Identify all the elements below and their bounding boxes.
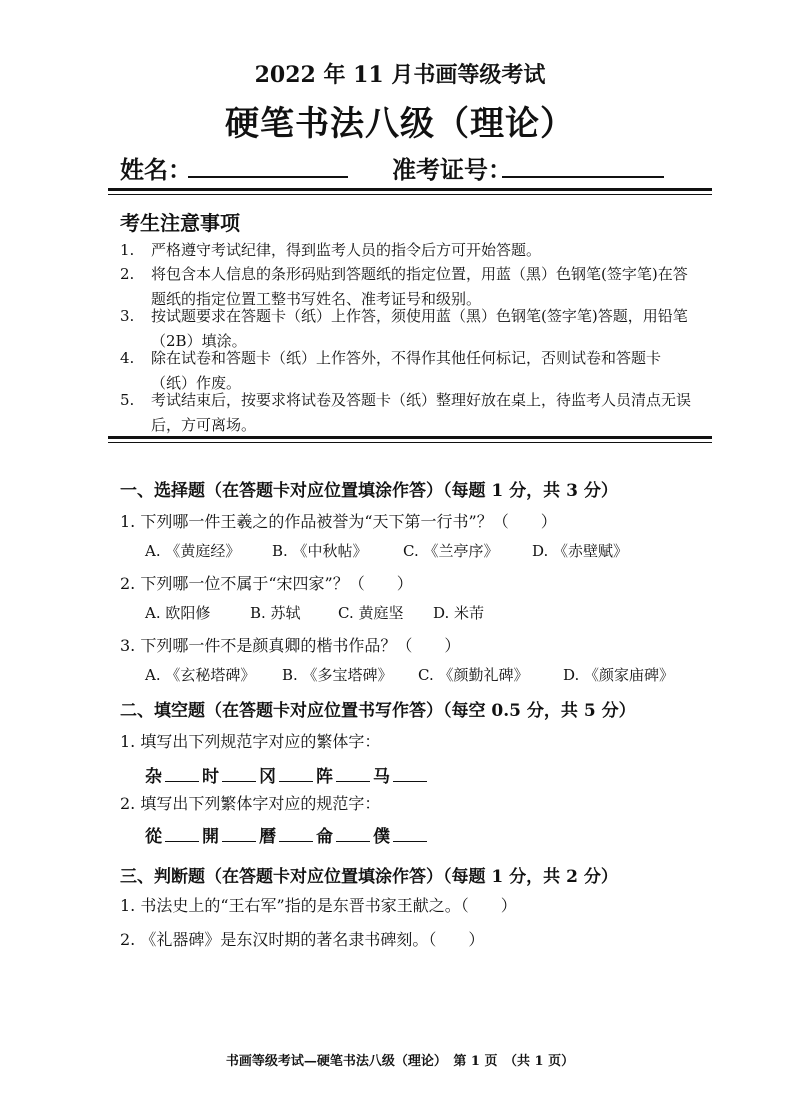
blank-field[interactable] [393, 779, 427, 782]
notice-num: 1. [120, 241, 135, 259]
blank-field[interactable] [336, 839, 370, 842]
option-a[interactable]: A. 欧阳修 [145, 604, 211, 622]
blank-field[interactable] [165, 839, 199, 842]
section-heading-judge: 三、判断题（在答题卡对应位置填涂作答）（每题 1 分，共 2 分） [120, 867, 618, 887]
blank-field[interactable] [336, 779, 370, 782]
notice-item: 严格遵守考试纪律，得到监考人员的指令后方可开始答题。 [151, 241, 542, 259]
option-d[interactable]: D. 《赤壁赋》 [532, 542, 629, 560]
divider-top [108, 188, 712, 191]
option-c[interactable]: C. 《颜勤礼碑》 [418, 666, 529, 684]
paper-title: 硬笔书法八级（理论） [225, 104, 575, 144]
char: 侖 [316, 827, 333, 847]
notice-item: 按试题要求在答题卡（纸）上作答，须使用蓝（黑）色钢笔(签字笔)答题，用铅笔（2B）填涂。 [151, 307, 688, 350]
question-stem: 2. 下列哪一位不属于“宋四家”？（ ） [120, 574, 413, 593]
question-stem: 2. 填写出下列繁体字对应的规范字： [120, 794, 381, 813]
question-stem: 1. 书法史上的“王右军”指的是东晋书家王献之。（ ） [120, 896, 517, 915]
blank-field[interactable] [279, 779, 313, 782]
question-stem: 3. 下列哪一件不是颜真卿的楷书作品？（ ） [120, 636, 461, 655]
option-b[interactable]: B. 《中秋帖》 [272, 542, 368, 560]
blank-field[interactable] [165, 779, 199, 782]
name-field[interactable] [188, 176, 348, 178]
divider-top-thin [108, 194, 712, 195]
name-label: 姓名： [120, 155, 192, 184]
question-stem: 2. 《礼器碑》是东汉时期的著名隶书碑刻。（ ） [120, 930, 485, 949]
divider-bottom [108, 436, 712, 439]
fill-row-traditional [145, 822, 430, 847]
section-heading-fill: 二、填空题（在答题卡对应位置书写作答）（每空 0.5 分，共 5 分） [120, 701, 636, 721]
notice-num: 3. [120, 307, 135, 325]
notice-item: 将包含本人信息的条形码贴到答题纸的指定位置，用蓝（黑）色钢笔(签字笔)在答题纸的指定位置工整书写姓名、准考证号和级别。 [151, 265, 688, 308]
option-c[interactable]: C. 《兰亭序》 [403, 542, 499, 560]
char: 冈 [259, 767, 276, 787]
char: 僕 [373, 827, 390, 847]
option-b[interactable]: B. 《多宝塔碑》 [282, 666, 393, 684]
divider-bottom-thin [108, 442, 712, 443]
char: 從 [145, 827, 162, 847]
notice-item: 除在试卷和答题卡（纸）上作答外，不得作其他任何标记，否则试卷和答题卡（纸）作废。 [151, 349, 662, 392]
notice-num: 5. [120, 391, 135, 409]
char: 開 [202, 827, 219, 847]
page-footer: 书画等级考试—硬笔书法八级（理论） 第 1 页 （共 1 页） [225, 1054, 575, 1069]
option-d[interactable]: D. 米芾 [433, 604, 485, 622]
notice-title: 考生注意事项 [120, 211, 240, 235]
option-d[interactable]: D. 《颜家庙碑》 [563, 666, 675, 684]
blank-field[interactable] [222, 839, 256, 842]
question-stem: 1. 下列哪一件王羲之的作品被誉为“天下第一行书”？（ ） [120, 512, 557, 531]
option-a[interactable]: A. 《玄秘塔碑》 [145, 666, 256, 684]
notice-num: 2. [120, 265, 135, 283]
exam-title: 2022 年 11 月书画等级考试 [254, 62, 546, 88]
blank-field[interactable] [279, 839, 313, 842]
ticket-label: 准考证号： [392, 155, 512, 184]
section-heading-choice: 一、选择题（在答题卡对应位置填涂作答）（每题 1 分，共 3 分） [120, 481, 618, 501]
char: 阵 [316, 767, 333, 787]
ticket-number-field[interactable] [502, 176, 664, 178]
char: 时 [202, 767, 219, 787]
notice-item: 考试结束后，按要求将试卷及答题卡（纸）整理好放在桌上，待监考人员清点无误后，方可离场。 [151, 391, 692, 434]
blank-field[interactable] [222, 779, 256, 782]
fill-row-simplified [145, 762, 430, 787]
char: 杂 [145, 767, 162, 787]
question-stem: 1. 填写出下列规范字对应的繁体字： [120, 732, 381, 751]
notice-num: 4. [120, 349, 135, 367]
option-c[interactable]: C. 黄庭坚 [338, 604, 404, 622]
option-a[interactable]: A. 《黄庭经》 [145, 542, 241, 560]
char: 曆 [259, 827, 276, 847]
char: 马 [373, 767, 390, 787]
option-b[interactable]: B. 苏轼 [250, 604, 301, 622]
blank-field[interactable] [393, 839, 427, 842]
